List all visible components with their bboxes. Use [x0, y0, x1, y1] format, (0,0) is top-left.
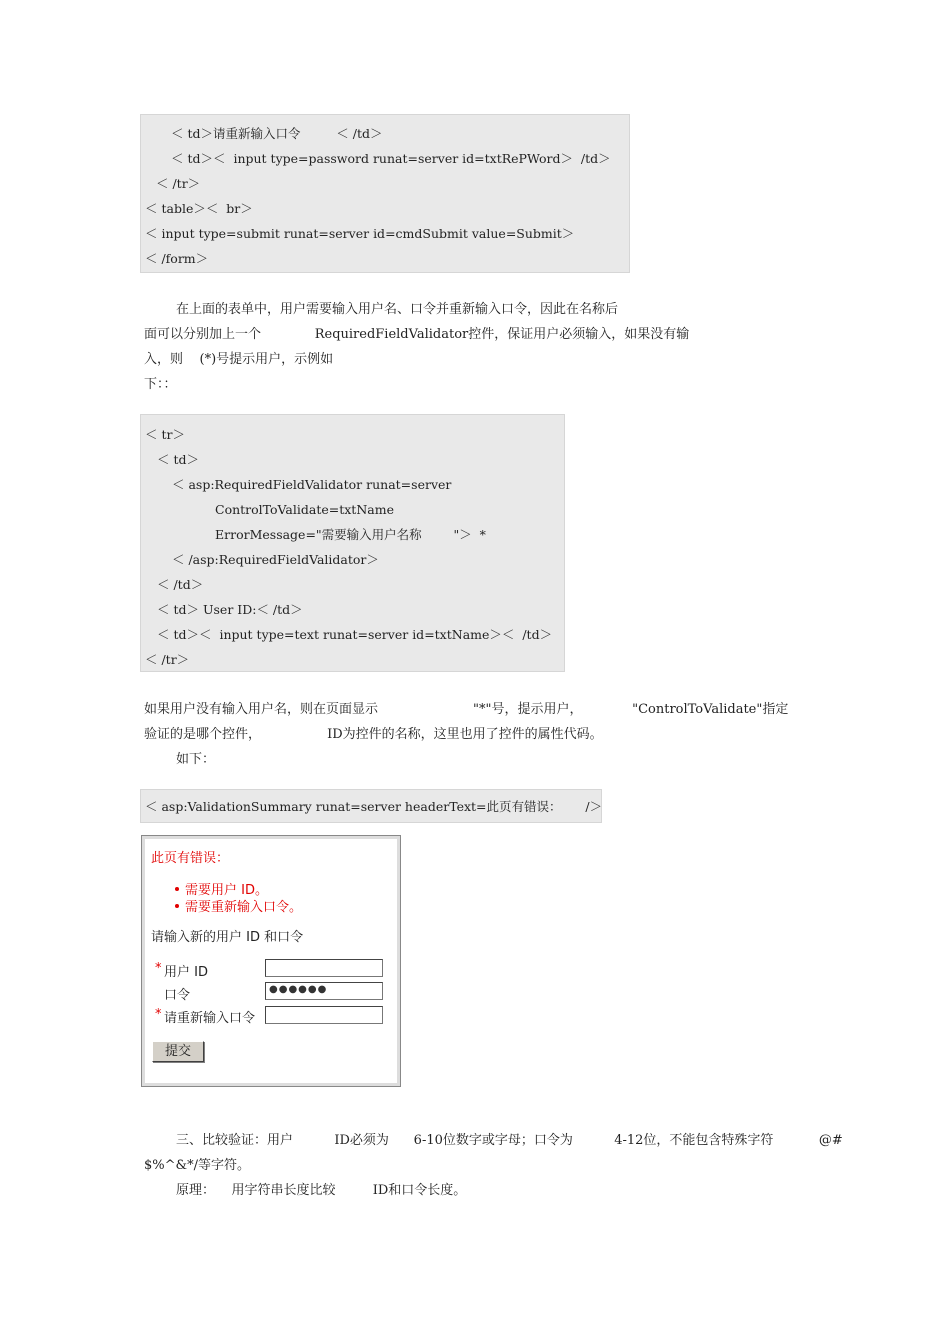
validation-error: 需要重新输入口令。 — [185, 900, 303, 915]
code-line: ＜ tr＞ — [145, 427, 185, 442]
submit-button[interactable]: 提交 — [152, 1041, 204, 1062]
paragraph-line: 面可以分别加上一个 RequiredFieldValidator控件，保证用户必须输入，如果没有输 — [144, 327, 690, 342]
code-line: ＜ /form＞ — [145, 251, 209, 266]
user-id-input[interactable] — [265, 959, 383, 977]
required-marker: * — [155, 961, 162, 976]
code-line: ＜ /tr＞ — [145, 652, 190, 667]
code-line: ＜ td＞ — [157, 452, 199, 467]
paragraph-line: 如下： — [176, 752, 216, 767]
form-prompt: 请输入新的用户 ID 和口令 — [151, 930, 304, 945]
code-line: ＜ td＞＜ input type=password runat=server id=txtRePWord＞ /td＞ — [171, 151, 611, 166]
error-bullet — [175, 904, 179, 908]
code-line: ErrorMessage="需要输入用户名称 "＞ * — [215, 527, 486, 542]
validation-error: 需要用户 ID。 — [185, 883, 268, 898]
code-line: ＜ td＞＜ input type=text runat=server id=txtName＞＜ /td＞ — [157, 627, 553, 642]
code-line: ＜ td＞ User ID:＜ /td＞ — [157, 602, 303, 617]
code-line: ＜ /td＞ — [157, 577, 204, 592]
validation-form-screenshot — [141, 835, 401, 1087]
code-line: ＜ asp:ValidationSummary runat=server headerText=此页有错误： /＞ — [145, 799, 603, 814]
password-value: ●●●●●● — [269, 984, 328, 995]
code-line: ＜ /tr＞ — [156, 176, 201, 191]
code-line: ＜ asp:RequiredFieldValidator runat=server — [172, 477, 452, 492]
code-block-2 — [140, 414, 565, 672]
paragraph-line: 验证的是哪个控件， ID为控件的名称，这里也用了控件的属性代码。 — [144, 727, 603, 742]
validation-summary-header: 此页有错误： — [151, 851, 230, 866]
code-line: ＜ /asp:RequiredFieldValidator＞ — [172, 552, 379, 567]
confirm-password-input[interactable] — [265, 1006, 383, 1024]
paragraph-line: 三、比较验证：用户 ID必须为 6-10位数字或字母；口令为 4-12位，不能包含特殊字符 @# — [176, 1133, 843, 1148]
user-id-label: 用户 ID — [164, 965, 208, 980]
paragraph-line: $%^&*/等字符。 — [144, 1158, 250, 1173]
paragraph-line: 在上面的表单中，用户需要输入用户名、口令并重新输入口令，因此在名称后 — [176, 302, 619, 317]
code-line: ＜ td＞请重新输入口令 ＜ /td＞ — [171, 126, 383, 141]
code-line: ＜ input type=submit runat=server id=cmdSubmit value=Submit＞ — [145, 226, 575, 241]
code-block-3 — [140, 789, 602, 823]
code-block-1 — [140, 114, 630, 273]
confirm-password-label: 请重新输入口令 — [164, 1011, 256, 1026]
paragraph-line: 下：： — [144, 377, 177, 392]
required-marker: * — [155, 1007, 162, 1022]
code-line: ControlToValidate=txtName — [215, 502, 394, 517]
code-line: ＜ table＞＜ br＞ — [145, 201, 253, 216]
paragraph-line: 入，则 (*)号提示用户，示例如 — [144, 352, 334, 367]
paragraph-line: 如果用户没有输入用户名，则在页面显示 "*"号，提示用户， "ControlToValidate"指定 — [144, 702, 789, 717]
password-label: 口令 — [164, 988, 191, 1003]
password-input[interactable] — [265, 982, 383, 1000]
error-bullet — [175, 887, 179, 891]
paragraph-line: 原理： 用字符串长度比较 ID和口令长度。 — [176, 1183, 467, 1198]
